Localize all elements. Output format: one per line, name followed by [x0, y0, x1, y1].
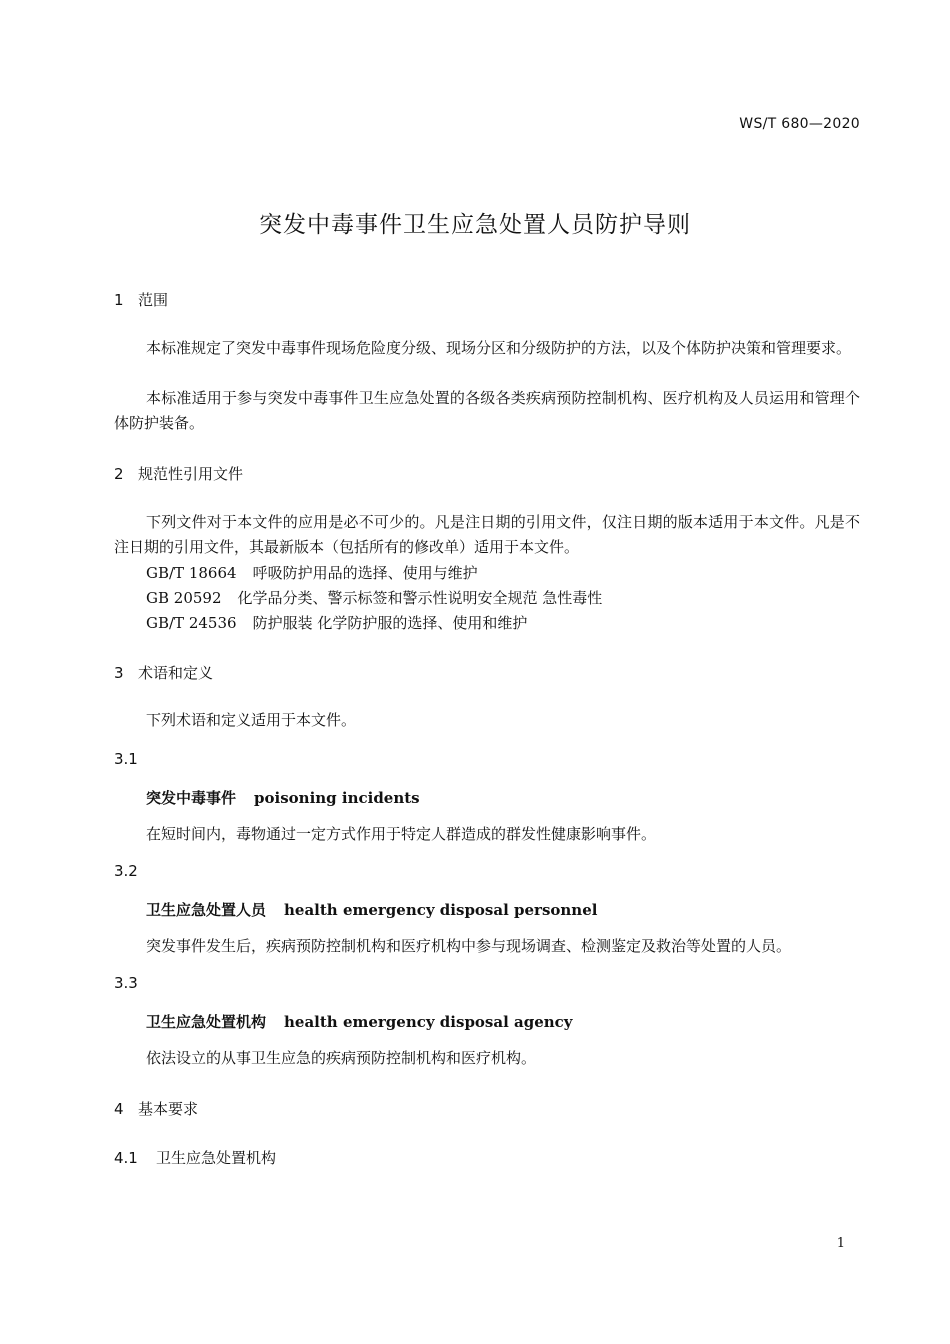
- reference-line: [146, 562, 478, 583]
- section-1-heading: [114, 289, 168, 310]
- section-3-paragraph-1: 下列术语和定义适用于本文件。: [146, 711, 357, 729]
- section-1-paragraph-1: 本标准规定了突发中毒事件现场危险度分级、现场分区和分级防护的方法，以及个体防护决策和管理要求。: [146, 339, 852, 357]
- term-definition: 依法设立的从事卫生应急的疾病预防控制机构和医疗机构。: [146, 1049, 537, 1067]
- section-title: 范围: [138, 291, 169, 309]
- section-title: 规范性引用文件: [138, 465, 244, 483]
- section-3-heading: [114, 662, 213, 683]
- section-title: 术语和定义: [138, 664, 214, 682]
- term-en: health emergency disposal agency: [284, 1013, 573, 1031]
- subsection-4-1-heading: [114, 1147, 276, 1168]
- subsection-title: 卫生应急处置机构: [156, 1149, 277, 1167]
- page-number: 1: [836, 1236, 845, 1251]
- term-number: 3.3: [114, 974, 138, 992]
- reference-line: [146, 587, 602, 608]
- document-title: 突发中毒事件卫生应急处置人员防护导则: [259, 212, 691, 238]
- reference-title: 化学品分类、警示标签和警示性说明安全规范 急性毒性: [237, 589, 603, 607]
- reference-code: GB/T 24536: [146, 614, 237, 632]
- term-zh: 突发中毒事件: [146, 789, 237, 807]
- reference-code: GB/T 18664: [146, 564, 237, 582]
- reference-line: [146, 612, 527, 633]
- reference-title: 防护服装 化学防护服的选择、使用和维护: [252, 614, 528, 632]
- term-definition: 突发事件发生后，疾病预防控制机构和医疗机构中参与现场调查、检测鉴定及救治等处置的人员。: [146, 937, 792, 955]
- term-definition: 在短时间内，毒物通过一定方式作用于特定人群造成的群发性健康影响事件。: [146, 825, 657, 843]
- section-4-heading: [114, 1098, 198, 1119]
- term-heading: [146, 899, 597, 920]
- section-2-paragraph-1: 下列文件对于本文件的应用是必不可少的。凡是注日期的引用文件，仅注日期的版本适用于本文件。凡是不注日期的引用文件，其最新版本（包括所有的修改单）适用于本文件。: [114, 513, 860, 556]
- term-heading: [146, 1011, 573, 1032]
- subsection-number: 4.1: [114, 1149, 138, 1167]
- section-2-heading: [114, 463, 243, 484]
- section-number: 4: [114, 1100, 124, 1118]
- section-title: 基本要求: [138, 1100, 199, 1118]
- reference-code: GB 20592: [146, 589, 222, 607]
- section-number: 3: [114, 664, 124, 682]
- reference-title: 呼吸防护用品的选择、使用与维护: [252, 564, 478, 582]
- section-number: 1: [114, 291, 124, 309]
- section-1-paragraph-2: 本标准适用于参与突发中毒事件卫生应急处置的各级各类疾病预防控制机构、医疗机构及人员运用和管理个体防护装备。: [114, 389, 860, 432]
- term-en: poisoning incidents: [254, 789, 420, 807]
- term-number: 3.1: [114, 750, 138, 768]
- term-heading: [146, 787, 420, 808]
- term-zh: 卫生应急处置机构: [146, 1013, 267, 1031]
- section-number: 2: [114, 465, 124, 483]
- term-number: 3.2: [114, 862, 138, 880]
- term-en: health emergency disposal personnel: [284, 901, 598, 919]
- standard-code: WS/T 680—2020: [739, 116, 860, 132]
- term-zh: 卫生应急处置人员: [146, 901, 267, 919]
